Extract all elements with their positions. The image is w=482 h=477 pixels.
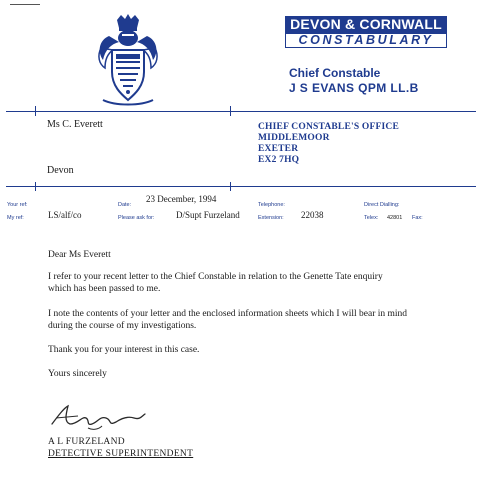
paragraph-2-line-1: I note the contents of your letter and the enclosed information sheets which I will bear in mind bbox=[48, 309, 408, 319]
telephone-label: Telephone: bbox=[258, 202, 285, 208]
address-line: EX2 7HQ bbox=[258, 155, 300, 165]
chief-constable-name: J S EVANS QPM LL.B bbox=[289, 81, 419, 95]
rule-tick bbox=[35, 182, 36, 191]
ask-for-value: D/Supt Furzeland bbox=[176, 210, 240, 220]
address-line: MIDDLEMOOR bbox=[258, 133, 330, 143]
brand-subtitle: CONSTABULARY bbox=[285, 33, 447, 48]
closing: Yours sincerely bbox=[48, 369, 107, 379]
my-ref-value: LS/alf/co bbox=[48, 210, 82, 220]
your-ref-label: Your ref: bbox=[7, 202, 28, 208]
chief-constable-title: Chief Constable bbox=[289, 66, 381, 80]
extension-label: Extension: bbox=[258, 215, 284, 221]
salutation: Dear Ms Everett bbox=[48, 250, 111, 260]
telex-value: 42801 bbox=[387, 215, 403, 221]
telex-label: Telex: bbox=[364, 215, 379, 221]
date-label: Date: bbox=[118, 202, 132, 208]
header-rule bbox=[6, 111, 476, 112]
paragraph-3: Thank you for your interest in this case. bbox=[48, 345, 200, 355]
signatory-title: DETECTIVE SUPERINTENDENT bbox=[48, 449, 194, 459]
direct-dialling-label: Direct Dialling: bbox=[364, 202, 400, 208]
recipient-county: Devon bbox=[47, 165, 74, 176]
extension-value: 22038 bbox=[301, 210, 324, 220]
fax-label: Fax: bbox=[412, 215, 423, 221]
letter-date: 23 December, 1994 bbox=[146, 194, 217, 204]
signatory-name: A L FURZELAND bbox=[48, 437, 125, 447]
rule-tick bbox=[35, 106, 36, 116]
handwritten-signature bbox=[48, 402, 148, 432]
police-crest-icon bbox=[95, 14, 161, 106]
reference-rule bbox=[6, 186, 476, 187]
paragraph-2-line-2: during the course of my investigations. bbox=[48, 321, 197, 331]
brand-banner: DEVON & CORNWALL bbox=[285, 16, 447, 33]
my-ref-label: My ref: bbox=[7, 215, 24, 221]
address-line: CHIEF CONSTABLE'S OFFICE bbox=[258, 122, 399, 132]
paragraph-1-line-2: which has been passed to me. bbox=[48, 284, 161, 294]
ask-for-label: Please ask for: bbox=[118, 215, 155, 221]
paragraph-1-line-1: I refer to your recent letter to the Chief Constable in relation to the Genette Tate enquiry bbox=[48, 272, 383, 282]
recipient-name: Ms C. Everett bbox=[47, 119, 103, 130]
rule-tick bbox=[230, 106, 231, 116]
rule-tick bbox=[230, 182, 231, 191]
corner-mark bbox=[10, 4, 40, 5]
address-line: EXETER bbox=[258, 144, 299, 154]
